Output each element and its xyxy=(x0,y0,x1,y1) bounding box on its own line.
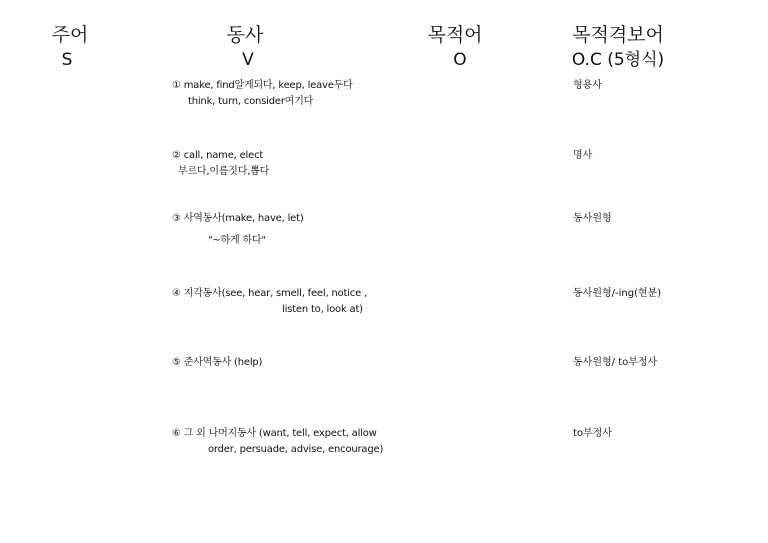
verb-row-1-line1: ① make, find알게되다, keep, leave두다 xyxy=(172,80,353,91)
verb-row-2-line1: ② call, name, elect xyxy=(172,150,264,161)
verb-row-6-line2: order, persuade, advise, encourage) xyxy=(208,444,384,455)
object-header: 목적어 xyxy=(427,24,483,46)
verb-row-5-line1: ⑤ 준사역동사 (help) xyxy=(172,357,263,368)
subject-header: 주어 xyxy=(51,24,89,46)
verb-row-6-line1: ⑥ 그 외 나머지동사 (want, tell, expect, allow xyxy=(172,428,377,439)
complement-code: O.C (5형식) xyxy=(571,50,665,70)
complement-row-3: 동사원형 xyxy=(573,213,612,224)
verb-row-2-line2: 부르다,이름짓다,뽑다 xyxy=(178,166,270,177)
verb-header: 동사 xyxy=(226,24,264,46)
verb-code: V xyxy=(242,50,254,70)
verb-row-3 xyxy=(172,208,304,252)
complement-row-1: 형용사 xyxy=(573,80,602,91)
complement-row-4: 동사원형/-ing(현분) xyxy=(573,288,662,299)
verb-row-3-line2: "~하게 하다" xyxy=(208,235,266,246)
subject-code: S xyxy=(61,50,73,70)
verb-row-4-line2: listen to, look at) xyxy=(282,304,363,315)
verb-row-2 xyxy=(172,148,269,180)
verb-row-5 xyxy=(172,355,262,371)
complement-header: 목적격보어 xyxy=(572,24,664,46)
verb-row-3-line1: ③ 사역동사(make, have, let) xyxy=(172,213,304,224)
verb-row-4-line1: ④ 지각동사(see, hear, smell, feel, notice , xyxy=(172,288,367,299)
verb-row-4 xyxy=(172,286,367,318)
verb-row-1 xyxy=(172,78,353,110)
complement-row-6: to부정사 xyxy=(573,428,613,439)
object-code: O xyxy=(453,50,467,70)
verb-row-6 xyxy=(172,426,383,458)
verb-row-1-line2: think, turn, consider여기다 xyxy=(188,96,314,107)
complement-row-5: 동사원형/ to부정사 xyxy=(573,357,658,368)
complement-row-2: 명사 xyxy=(573,150,593,161)
